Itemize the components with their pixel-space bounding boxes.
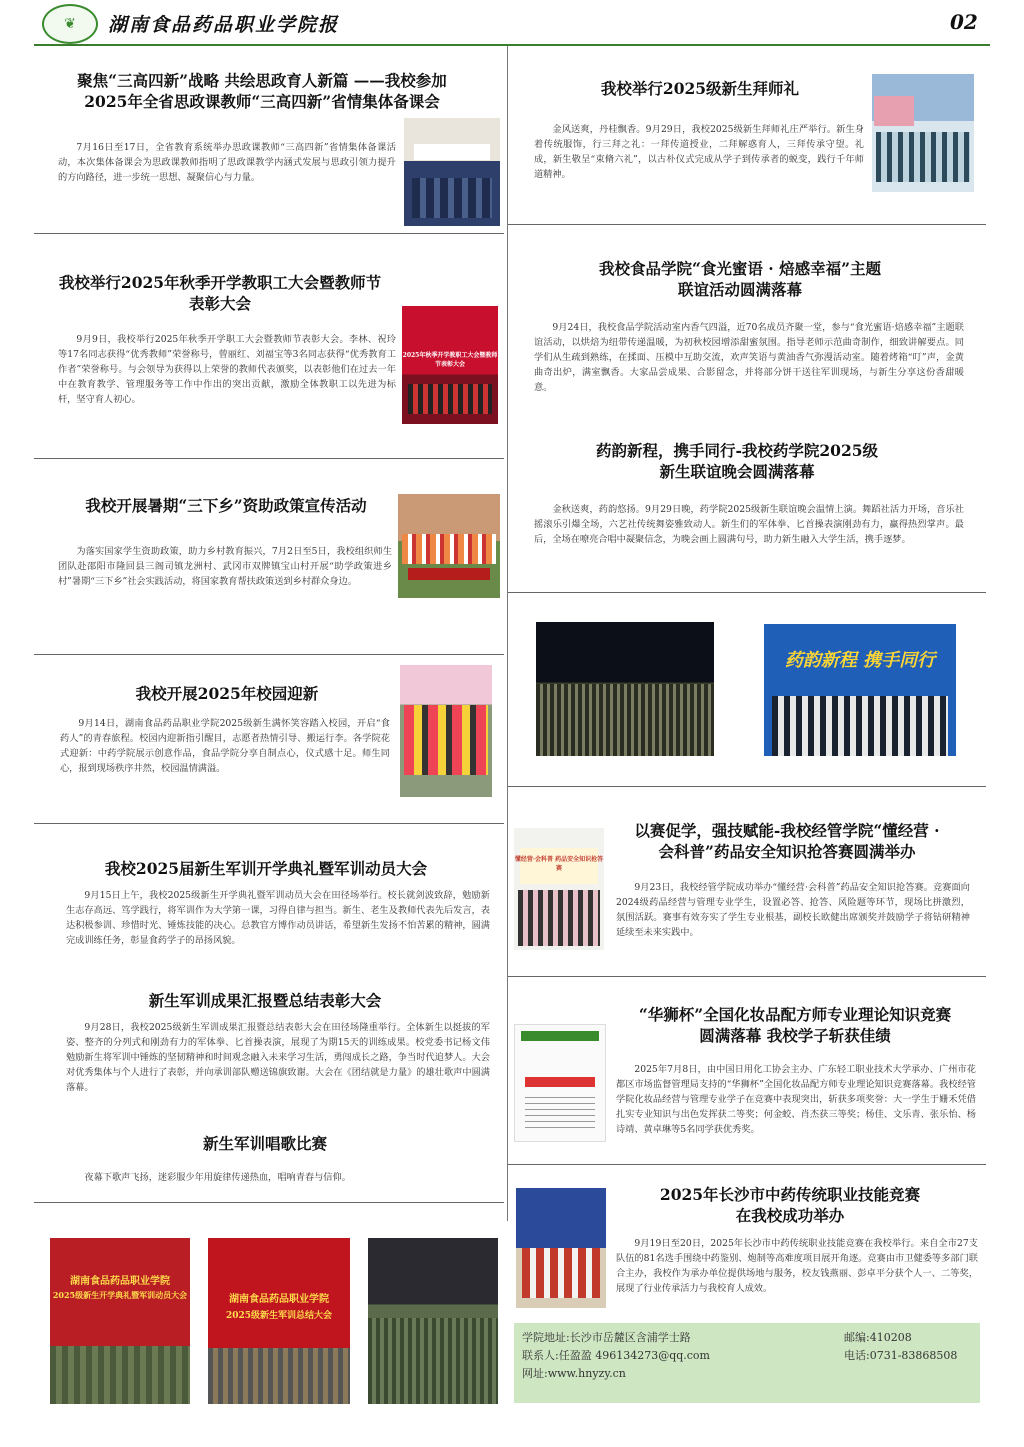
article-body: 夜幕下歌声飞扬，迷彩服少年用旋律传递热血，唱响青春与信仰。 bbox=[84, 1172, 351, 1183]
footer-contact: 联系人:任盈盈 496134273@qq.com bbox=[522, 1349, 710, 1362]
school-emblem-icon: ❦ bbox=[42, 4, 98, 44]
article-title: 药韵新程，携手同行-我校药学院2025级 新生联谊晚会圆满落幕 bbox=[595, 441, 879, 481]
section-rule bbox=[34, 823, 504, 824]
article-body: 9月19日至20日，2025年长沙市中药传统职业技能竞赛在我校举行。来自全市27支队伍的81名选手围绕中药鉴别、炮制等高难度项目展开角逐。竞赛由市卫健委等多部门联合主办，我校作为承办单位提供场地与服务，校友钱燕丽、彭卓平分获个人一、二等奖，展现了行业传承活力与我校育人成效。 bbox=[616, 1238, 978, 1294]
article-body: 为落实国家学生资助政策，助力乡村教育振兴，7月2日至5日，我校组织师生团队赴邵阳市隆回县三阁司镇龙洲村、武冈市双牌镇宝山村开展“助学政策进乡村”暑期“三下乡”社会实践活动，将国家教育帮扶政策送到乡村群众身边。 bbox=[58, 546, 392, 587]
article-title: 我校2025届新生军训开学典礼暨军训动员大会 bbox=[104, 859, 428, 878]
article-photo bbox=[404, 118, 500, 226]
section-rule bbox=[34, 654, 504, 655]
section-rule bbox=[508, 1164, 986, 1165]
contact-footer bbox=[514, 1323, 980, 1403]
masthead-rule bbox=[34, 44, 990, 46]
article-photo: 懂经营·会科普 药品安全知识抢答赛 bbox=[514, 828, 604, 950]
page-number: 02 bbox=[950, 10, 978, 34]
footer-phone: 电话:0731-83868508 bbox=[844, 1349, 958, 1362]
article-photo bbox=[398, 494, 500, 598]
article-body: 9月23日，我校经管学院成功举办“懂经营·会科普”药品安全知识抢答赛。竞赛面向2024级药品经营与管理专业学生，设置必答、抢答、风险题等环节，现场比拼激烈，氛围活跃。赛事有效夯实了学生专业根基，副校长欧健出席颁奖并鼓励学子将钻研精神延续至未来实践中。 bbox=[616, 882, 970, 938]
article-body: 9月28日，我校2025级新生军训成果汇报暨总结表彰大会在田径场隆重举行。全体新生以挺拔的军姿、整齐的分列式和刚劲有力的军体拳、匕首操表演，展现了为期15天的训练成果。校党委书记杨文伟勉励新生将军训中锤炼的坚韧精神和时间观念融入未来学习生活，勇闯成长之路，争当时代追梦人。大会对优秀集体与个人进行了表彰，并向承训部队赠送锦旗致谢。大会在《团结就是力量》的雄壮歌声中圆满落幕。 bbox=[66, 1022, 490, 1093]
article-title: 聚焦“三高四新”战略 共绘思政育人新篇 ——我校参加 2025年全省思政课教师“三高四新”省情集体备课会 bbox=[77, 71, 447, 111]
article-body: 9月24日，我校食品学院活动室内香气四溢，近70名成员齐聚一堂，参与“食光蜜语·焙感幸福”主题联谊活动，以烘焙为纽带传递温暖，为初秋校园增添甜蜜氛围。指导老师示范曲奇制作，细致讲解要点。同学们从生疏到熟练，在揉面、压模中互助交流，欢声笑语与黄油香气弥漫活动室。随着烤箱“叮”声，金黄曲奇出炉，满室飘香。大家品尝成果、合影留念，并将部分饼干送往军训现场，与新生分享这份香甜暖意。 bbox=[534, 322, 964, 393]
section-rule bbox=[34, 1202, 504, 1203]
article-title: 我校举行2025级新生拜师礼 bbox=[600, 79, 800, 98]
article-body: 金风送爽，丹桂飘香。9月29日，我校2025级新生拜师礼庄严举行。新生身着传统服饰，行三拜之礼：一拜传道授业，二拜解惑育人，三拜传承守望。礼成，新生敬呈“束脩六礼”，以古朴仪式完成从学子到传承者的蜕变，践行千年师道精神。 bbox=[534, 124, 864, 180]
article-title: 以赛促学，强技赋能-我校经管学院“懂经营 · 会科普”药品安全知识抢答赛圆满举办 bbox=[634, 821, 940, 861]
section-rule bbox=[34, 233, 504, 234]
photo-training-summary: 湖南食品药品职业学院 2025级新生军训总结大会 bbox=[208, 1238, 350, 1404]
section-rule bbox=[508, 224, 986, 225]
article-title: 2025年长沙市中药传统职业技能竞赛 在我校成功举办 bbox=[659, 1185, 921, 1225]
article-title: 新生军训成果汇报暨总结表彰大会 bbox=[148, 991, 382, 1010]
article-title: 新生军训唱歌比赛 bbox=[202, 1134, 327, 1153]
article-title: 我校开展2025年校园迎新 bbox=[135, 684, 319, 703]
photo-singing-contest bbox=[368, 1238, 498, 1404]
newspaper-title: 湖南食品药品职业学院报 bbox=[108, 14, 340, 36]
section-rule bbox=[508, 976, 986, 977]
footer-postcode: 邮编:410208 bbox=[844, 1331, 912, 1344]
article-photo bbox=[400, 665, 492, 797]
article-body: 7月16日至17日，全省教育系统举办思政课教师“三高四新”省情集体备课活动，本次集体备课会为思政课教师指明了思政课教学内涵式发展与思政引领力提升的方向路径，进一步统一思想、凝聚信心与力量。 bbox=[58, 142, 396, 183]
section-rule bbox=[508, 592, 986, 593]
article-photo bbox=[516, 1188, 606, 1308]
footer-address: 学院地址:长沙市岳麓区含浦学士路 bbox=[522, 1331, 691, 1344]
article-photo bbox=[514, 1024, 606, 1142]
section-rule bbox=[34, 458, 504, 459]
article-title: “华狮杯”全国化妆品配方师专业理论知识竞赛 圆满落幕 我校学子斩获佳绩 bbox=[638, 1005, 952, 1045]
article-title: 我校举行2025年秋季开学教职工大会暨教师节 表彰大会 bbox=[58, 273, 382, 313]
footer-website[interactable]: 网址:www.hnyzy.cn bbox=[522, 1367, 626, 1380]
article-body: 金秋送爽，药韵悠扬。9月29日晚，药学院2025级新生联谊晚会温情上演。舞蹈社活力开场，音乐社摇滚乐引爆全场，六艺社传统舞姿雅致动人。新生们的军体拳、匕首操表演刚劲有力，赢得热烈掌声。最后，全场在嘹亮合唱中凝聚信念，为晚会画上圆满句号，助力新生融入大学生活，携手逐梦。 bbox=[534, 504, 964, 545]
article-photo bbox=[872, 74, 974, 192]
article-body: 9月15日上午，我校2025级新生开学典礼暨军训动员大会在田径场举行。校长就剑波致辞，勉励新生志存高远、笃学践行，将军训作为大学第一课，习得自律与担当。新生、老生及教师代表先后发言，表达积极参训、珍惜时光、锤炼技能的决心。总教官方博作动员讲话，希望新生发扬不怕苦累的精神，圆满完成训练任务，彰显食药学子的昂扬风貌。 bbox=[66, 890, 490, 946]
article-title: 我校食品学院“食光蜜语 · 焙感幸福”主题 联谊活动圆满落幕 bbox=[598, 259, 882, 299]
section-rule bbox=[508, 786, 986, 787]
photo-opening-ceremony: 湖南食品药品职业学院 2025级新生开学典礼暨军训动员大会 bbox=[50, 1238, 190, 1404]
article-title: 我校开展暑期“三下乡”资助政策宣传活动 bbox=[85, 496, 367, 515]
article-body: 2025年7月8日，由中国日用化工协会主办、广东轻工职业技术大学承办、广州市花都区市场监督管理局支持的“华狮杯”全国化妆品配方师专业理论知识竞赛落幕。我校经管学院化妆品经营与管理专业学子在竞赛中表现突出，斩获多项奖誉：大一学生于姗禾凭借扎实专业知识与出色发挥获二等奖；何金蛟、肖杰获三等奖；杨佳、文乐青、张乐怡、杨诗靖、黄卓琳等5名同学获优秀奖。 bbox=[616, 1064, 976, 1135]
photo-gala-night bbox=[536, 622, 714, 756]
photo-gala-stage: 药韵新程 携手同行 bbox=[764, 624, 956, 756]
article-body: 9月14日，湖南食品药品职业学院2025级新生满怀笑容踏入校园，开启“食药人”的青春旅程。校园内迎新指引醒目，志愿者热情引导、搬运行李。各学院花式迎新：中药学院展示创意作品，食品学院分享自制点心，仪式感十足。师生同心，报到现场秩序井然，校园温情满溢。 bbox=[60, 718, 390, 774]
article-body: 9月9日，我校举行2025年秋季开学职工大会暨教师节表彰大会。李林、祝玲等17名同志获得“优秀教师”荣誉称号，曾丽红、刘福宝等3名同志获得“优秀教育工作者”荣誉称号。与会领导为获得以上荣誉的教师代表颁奖，以表彰他们在过去一年中在教育教学、管理服务等工作中作出的突出贡献，激励全体教职工以先进为标杆，坚守育人初心。 bbox=[58, 334, 396, 405]
article-photo: 2025年秋季开学教职工大会暨教师节表彰大会 bbox=[402, 306, 498, 424]
column-divider bbox=[507, 46, 508, 1221]
